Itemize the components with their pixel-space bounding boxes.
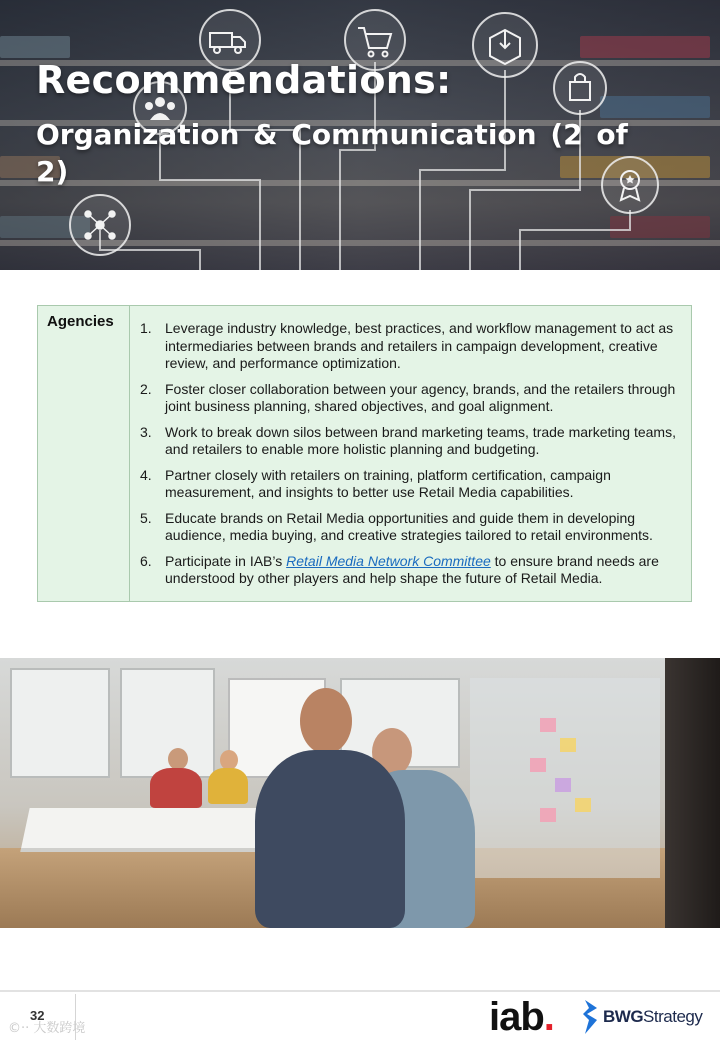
iab-logo-dot: . [543,995,554,1039]
bwg-logo-bold: BWG [603,1007,644,1026]
bwg-logo-regular: Strategy [643,1007,703,1026]
watermark: ©·· 大数跨境 [8,1021,86,1036]
item-number: 5. [140,509,152,526]
agencies-label: Agencies [38,306,130,601]
item-number: 1. [140,320,152,336]
box-download-icon [490,30,520,64]
item-number: 6. [140,552,152,569]
page-number: 32 [30,1008,45,1023]
item-number: 3. [140,423,152,440]
item-number: 2. [140,380,152,397]
item-text-suffix: to ensure brand needs are understood by other players and help shape the future of Retail Media. [165,552,659,586]
delivery-truck-icon [210,33,245,53]
item-text: Work to break down silos between brand marketing teams, trade marketing teams, and retailers to enable more holistic planning and budgeting. [165,423,676,457]
recommendations-list [130,306,691,601]
item-text [165,553,683,588]
item-text: Foster closer collaboration between your agency, brands, and the retailers through joint business planning, shared objectives, and goal alignment. [165,380,676,414]
shopping-bag-icon [570,74,590,100]
office-collaboration-photo [0,658,720,928]
iab-logo [489,995,554,1040]
network-icon [85,211,115,239]
page-title: Recommendations: [36,58,452,102]
list-item [140,510,683,545]
list-item [140,424,683,459]
item-text: Educate brands on Retail Media opportunities and guide them in developing audience, media buying, and creative strategies tailored to retail environments. [165,509,653,543]
item-text-prefix: Participate in IAB’s [165,552,287,569]
list-item [140,553,683,588]
item-text: Partner closely with retailers on training, platform certification, campaign measurement, and insights to better use Retail Media capabilities. [165,466,611,500]
iab-logo-text: iab [489,995,544,1039]
bwg-strategy-logo [583,1000,702,1034]
list-item [140,467,683,502]
list-item [140,320,683,373]
hero-banner [0,0,720,270]
item-number: 4. [140,466,152,483]
agencies-recommendations-table [37,305,692,602]
footer-divider [0,990,720,992]
retail-media-committee-link[interactable]: Retail Media Network Committee [286,552,491,569]
page-subtitle: Organization & Communication (2 of 2) [36,118,628,188]
item-text: Leverage industry knowledge, best practices, and workflow management to act as intermediaries between brands and retailers in campaign development, creative review, and performance optimization. [165,320,674,371]
bwg-mark-icon [583,1000,599,1034]
list-item [140,381,683,416]
shopping-cart-icon [358,28,391,57]
